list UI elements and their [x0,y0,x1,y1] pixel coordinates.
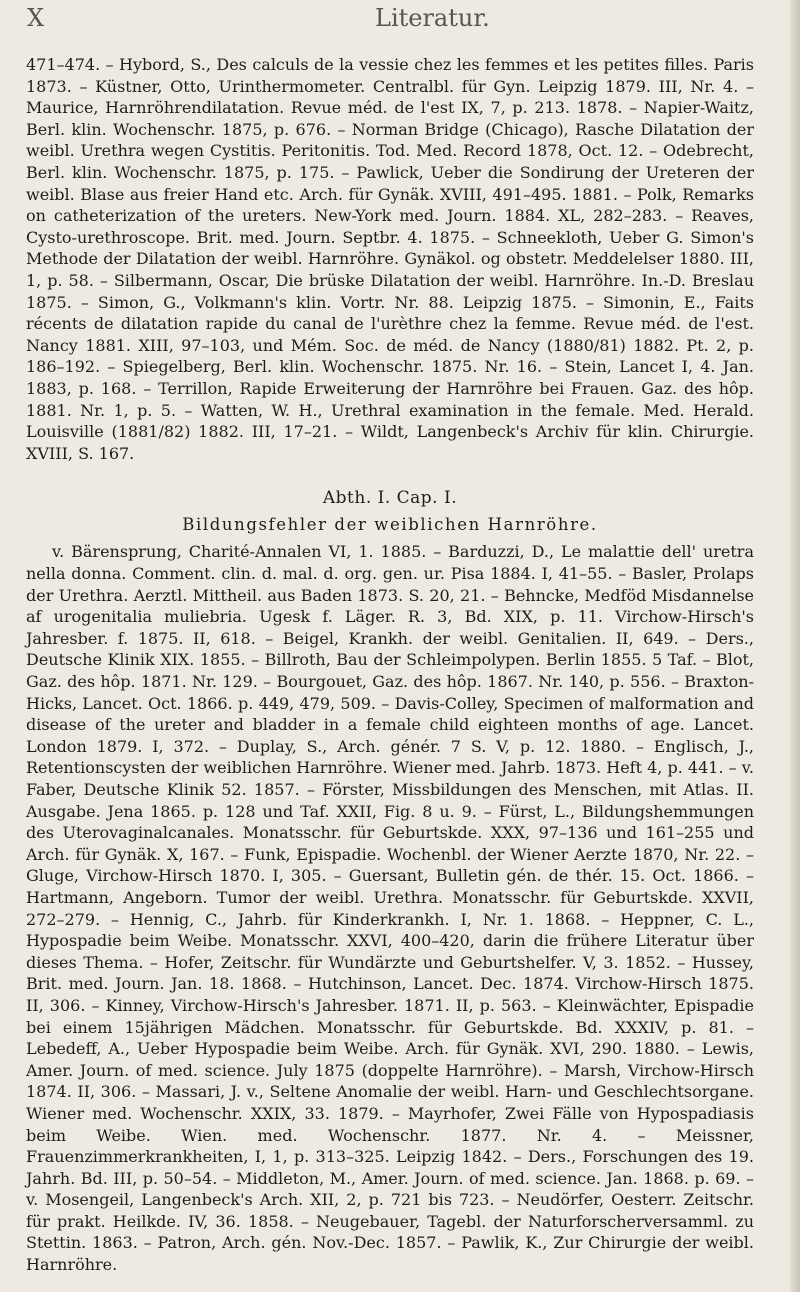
section-subheading: Bildungsfehler der weiblichen Harnröhre. [182,514,598,534]
section-heading: Abth. I. Cap. I. [322,488,458,509]
running-title: Literatur. [375,4,490,32]
page-header [0,2,800,42]
section-references: v. Bärensprung, Charité-Annalen VI, 1. 1885. – Barduzzi, D., Le malattie dell' uretra nella donna. Comment. clin. d. mal. d. org. gen. ur. Pisa 1884. I, 41–55. – Basler, Prolaps der Urethra. Aerztl. Mittheil. aus Baden 1873. S. 20, 21. – Behncke, Medföd Misdannelse af urogenitalia muliebria. Ugesk f. Läger. R. 3, Bd. XIX, p. 11. Virchow-Hirsch's Jahresber. f. 1875. II, 618. – Beigel, Krankh. der weibl. Genitalien. II, 649. – Ders., Deutsche Klinik XIX. 1855. – Billroth, Bau der Schleimpolypen. Berlin 1855. 5 Taf. – Blot, Gaz. des hôp. 1871. Nr. 129. – Bourgouet, Gaz. des hôp. 1867. Nr. 140, p. 556. – Braxton-Hicks, Lancet. Oct. 1866. p. 449, 479, 509. – Davis-Colley, Specimen of malformation and disease of the ureter and bladder in a female child eighteen months of age. Lancet. London 1879. I, 372. – Duplay, S., Arch. génér. 7 S. V, p. 12. 1880. – Englisch, J., Retentionscysten der weiblichen Harnröhre. Wiener med. Jahrb. 1873. Heft 4, p. 441. – v. Faber, Deutsche Klinik 52. 1857. – Förster, Missbildungen des Menschen, mit Atlas. II. Ausgabe. Jena 1865. p. 128 und Taf. XXII, Fig. 8 u. 9. – Fürst, L., Bildungshemmungen des Uterovaginalcanales. Monatsschr. für Geburtskde. XXX, 97–136 und 161–255 und Arch. für Gynäk. X, 167. – Funk, Epispadie. Wochenbl. der Wiener Aerzte 1870, Nr. 22. – Gluge, Virchow-Hirsch 1870. I, 305. – Guersant, Bulletin gén. de thér. 15. Oct. 1866. – Hartmann, Angeborn. Tumor der weibl. Urethra. Monatsschr. für Geburtskde. XXVII, 272–279. – Hennig, C., Jahrb. für Kinderkrankh. I, Nr. 1. 1868. – Heppner, C. L., Hypospadie beim Weibe. Monatsschr. XXVI, 400–420, darin die frühere Literatur über dieses Thema. – Hofer, Zeitschr. für Wundärzte und Geburtshelfer. V, 3. 1852. – Hussey, Brit. med. Journ. Jan. 18. 1868. – Hutchinson, Lancet. Dec. 1874. Virchow-Hirsch 1875. II, 306. – Kinney, Virchow-Hirsch's Jahresber. 1871. II, p. 563. – Kleinwächter, Epispadie bei einem 15jährigen Mädchen. Monatsschr. für Geburtskde. Bd. XXXIV, p. 81. – Lebedeff, A., Ueber Hypospadie beim Weibe. Arch. für Gynäk. XVI, 290. 1880. – Lewis, Amer. Journ. of med. science. July 1875 (doppelte Harnröhre). – Marsh, Virchow-Hirsch 1874. II, 306. – Massari, J. v., Seltene Anomalie der weibl. Harn- und Geschlechtsorgane. Wiener med. Wochenschr. XXIX, 33. 1879. – Mayrhofer, Zwei Fälle von Hypospadiasis beim Weibe. Wien. med. Wochenschr. 1877. Nr. 4. – Meissner, Frauenzimmerkrankheiten, I, 1, p. 313–325. Leipzig 1842. – Ders., Forschungen des 19. Jahrh. Bd. III, p. 50–54. – Middleton, M., Amer. Journ. of med. science. Jan. 1868. p. 69. – v. Mosengeil, Langenbeck's Arch. XII, 2, p. 721 bis 723. – Neudörfer, Oesterr. Zeitschr. für prakt. Heilkde. IV, 36. 1858. – Neugebauer, Tagebl. der Naturforscherversamml. zu Stettin. 1863. – Patron, Arch. gén. Nov.-Dec. 1857. – Pawlik, K., Zur Chirurgie der weibl. Harnröhre. [26,542,754,1275]
page-number: X [27,4,46,32]
text-column [26,54,754,1276]
continued-references: 471–474. – Hybord, S., Des calculs de la vessie chez les femmes et les petites filles. Paris 1873. – Küstner, Otto, Urinthermometer. Centralbl. für Gyn. Leipzig 1879. III, Nr. 4. – Maurice, Harnröhrendilatation. Revue méd. de l'est IX, 7, p. 213. 1878. – Napier-Waitz, Berl. klin. Wochenschr. 1875, p. 676. – Norman Bridge (Chicago), Rasche Dilatation der weibl. Urethra wegen Cystitis. Peritonitis. Tod. Med. Record 1878, Oct. 12. – Odebrecht, Berl. klin. Wochenschr. 1875, p. 175. – Pawlick, Ueber die Sondirung der Ureteren der weibl. Blase aus freier Hand etc. Arch. für Gynäk. XVIII, 491–495. 1881. – Polk, Remarks on catheterization of the ureters. New-York med. Journ. 1884. XL, 282–283. – Reaves, Cysto-urethroscope. Brit. med. Journ. Septbr. 4. 1875. – Schneekloth, Ueber G. Simon's Methode der Dilatation der weibl. Harnröhre. Gynäkol. og obstetr. Meddelelser 1880. III, 1, p. 58. – Silbermann, Oscar, Die brüske Dilatation der weibl. Harnröhre. In.-D. Breslau 1875. – Simon, G., Volkmann's klin. Vortr. Nr. 88. Leipzig 1875. – Simonin, E., Faits récents de dilatation rapide du canal de l'urèthre chez la femme. Revue méd. de l'est. Nancy 1881. XIII, 97–103, und Mém. Soc. de méd. de Nancy (1880/81) 1882. Pt. 2, p. 186–192. – Spiegelberg, Berl. klin. Wochenschr. 1875. Nr. 16. – Stein, Lancet I, 4. Jan. 1883, p. 168. – Terrillon, Rapide Erweiterung der Harnröhre bei Frauen. Gaz. des hôp. 1881. Nr. 1, p. 5. – Watten, W. H., Urethral examination in the female. Med. Herald. Louisville (1881/82) 1882. III, 17–21. – Wildt, Langenbeck's Archiv für klin. Chirurgie. XVIII, S. 167. [26,55,754,463]
page-edge [790,0,800,1292]
